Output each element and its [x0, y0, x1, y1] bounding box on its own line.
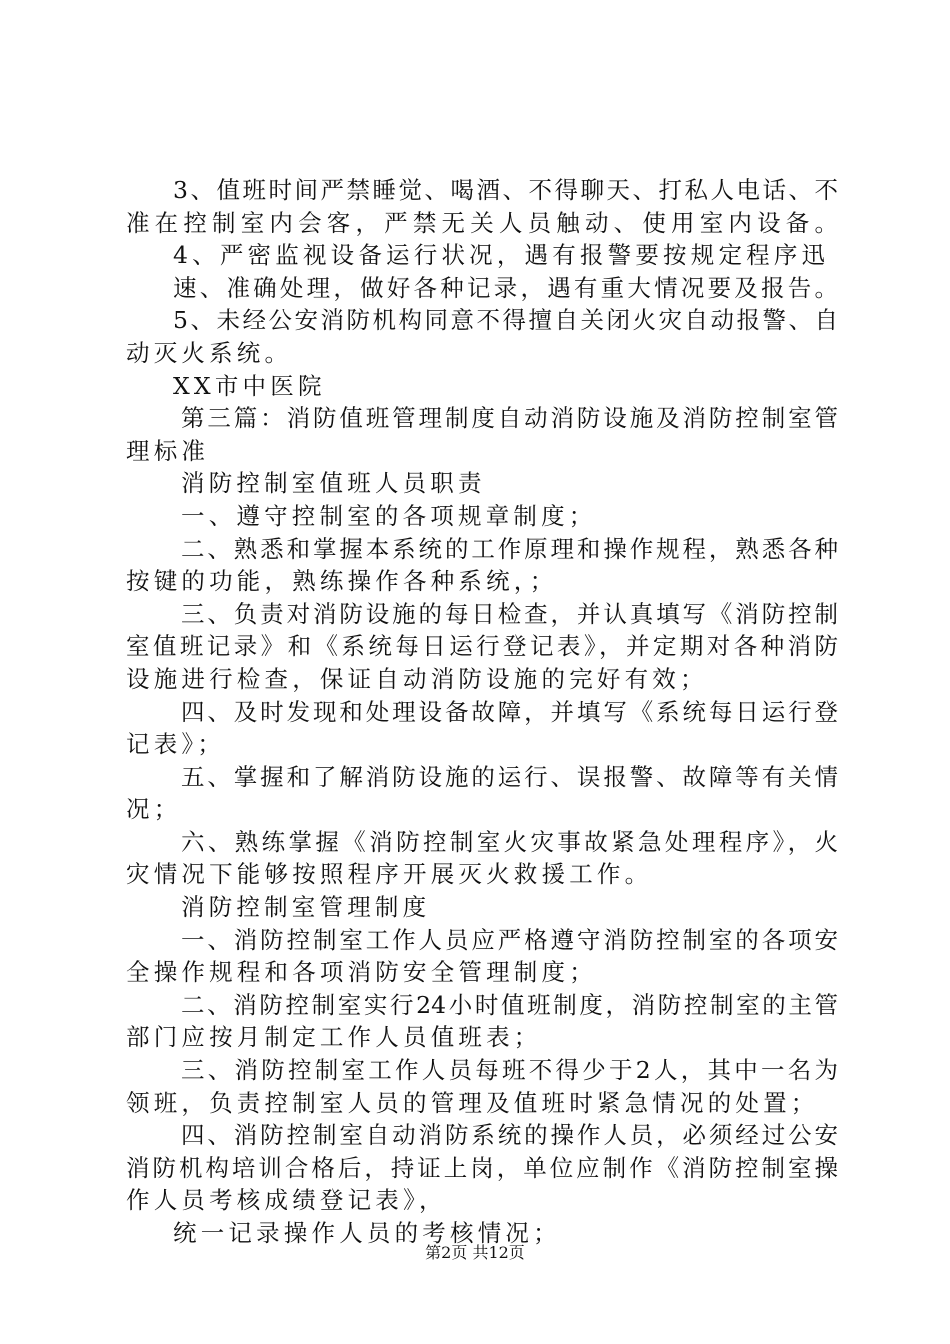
paragraph-line: 按键的功能，熟练操作各种系统，；: [126, 567, 558, 596]
paragraph-line: 速、准确处理，做好各种记录，遇有重大情况要及报告。: [173, 273, 838, 302]
paragraph-line: 况；: [126, 795, 182, 824]
paragraph-line: 第三篇：消防值班管理制度自动消防设施及消防控制室管: [181, 404, 838, 433]
section-heading: 消防控制室管理制度: [181, 893, 431, 922]
paragraph-line: 四、及时发现和处理设备故障，并填写《系统每日运行登: [181, 697, 838, 726]
paragraph-line: 5、未经公安消防机构同意不得擅自关闭火灾自动报警、自: [173, 306, 838, 335]
paragraph-line: XX市中医院: [173, 371, 326, 400]
paragraph-line: 消防机构培训合格后，持证上岗，单位应制作《消防控制室操: [126, 1153, 838, 1182]
paragraph-line: 一、消防控制室工作人员应严格遵守消防控制室的各项安: [181, 925, 838, 954]
paragraph-line: 室值班记录》和《系统每日运行登记表》，并定期对各种消防: [126, 632, 838, 661]
paragraph-line: 4、严密监视设备运行状况，遇有报警要按规定程序迅: [173, 241, 830, 270]
paragraph-line: 3、值班时间严禁睡觉、喝酒、不得聊天、打私人电话、不: [173, 176, 838, 204]
paragraph-line: 四、消防控制室自动消防系统的操作人员，必须经过公安: [181, 1121, 838, 1150]
paragraph-line: 三、负责对消防设施的每日检查，并认真填写《消防控制: [181, 599, 838, 628]
section-heading: 消防控制室值班人员职责: [181, 469, 486, 498]
paragraph-line: 领班，负责控制室人员的管理及值班时紧急情况的处置；: [126, 1088, 819, 1117]
paragraph-line: 二、消防控制室实行24小时值班制度，消防控制室的主管: [181, 990, 838, 1019]
paragraph-line: 三、消防控制室工作人员每班不得少于2人，其中一名为: [181, 1056, 838, 1085]
paragraph-line: 动灭火系统。: [126, 338, 293, 367]
paragraph-line: 设施进行检查，保证自动消防设施的完好有效；: [126, 664, 708, 693]
paragraph-line: 一、遵守控制室的各项规章制度；: [181, 501, 597, 530]
page-footer: 第2页 共12页: [425, 1243, 525, 1262]
paragraph-line: 部门应按月制定工作人员值班表；: [126, 1023, 542, 1052]
paragraph-line: 六、熟练掌握《消防控制室火灾事故紧急处理程序》，火: [181, 827, 838, 856]
paragraph-line: 二、熟悉和掌握本系统的工作原理和操作规程，熟悉各种: [181, 534, 838, 563]
paragraph-line: 统一记录操作人员的考核情况；: [173, 1219, 561, 1247]
paragraph-line: 五、掌握和了解消防设施的运行、误报警、故障等有关情: [181, 762, 838, 791]
paragraph-line: 准在控制室内会客，严禁无关人员触动、使用室内设备。: [126, 208, 838, 237]
paragraph-line: 灾情况下能够按照程序开展灭火救援工作。: [126, 860, 653, 889]
paragraph-line: 理标准: [126, 436, 210, 465]
document-body: [126, 174, 838, 1250]
paragraph-line: 作人员考核成绩登记表》，: [126, 1186, 447, 1215]
paragraph-line: 全操作规程和各项消防安全管理制度；: [126, 958, 597, 987]
paragraph-line: 记表》；: [126, 730, 226, 759]
